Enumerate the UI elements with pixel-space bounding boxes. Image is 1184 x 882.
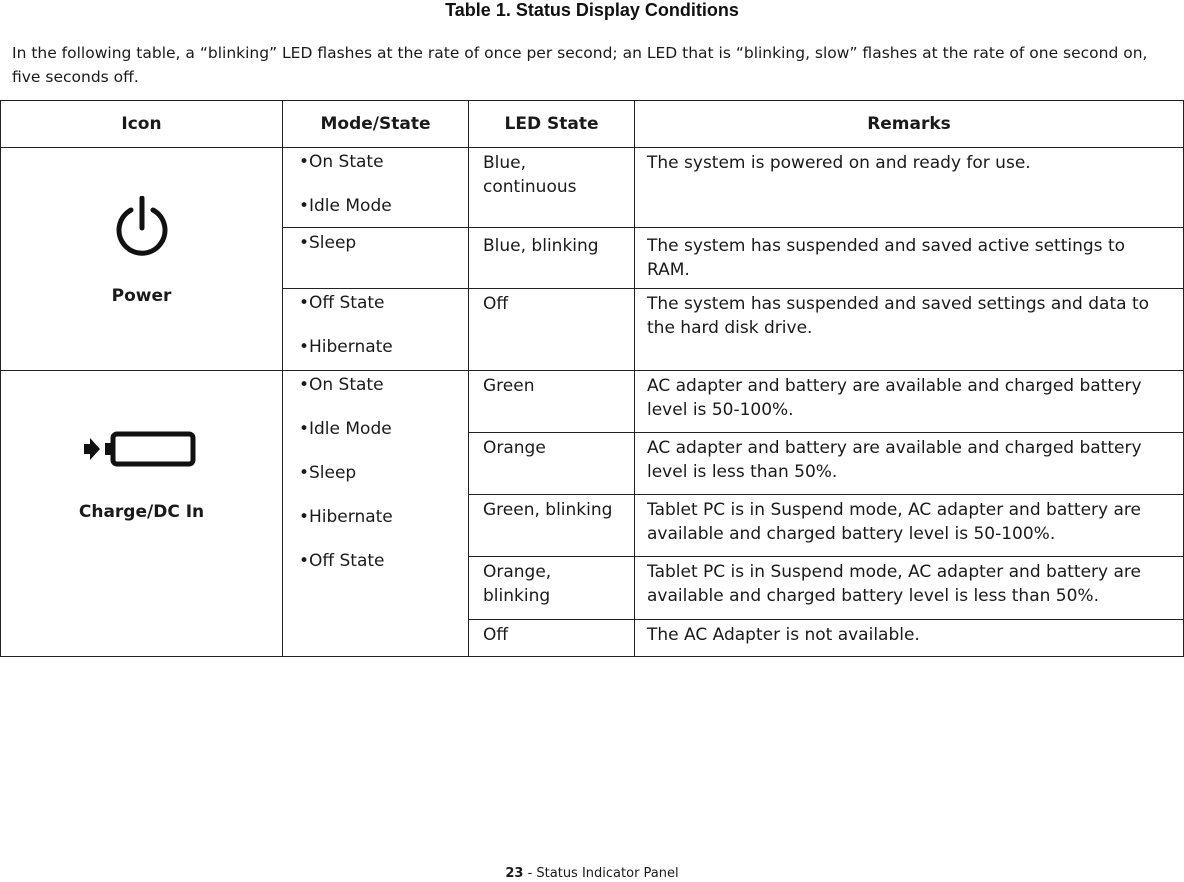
remark-cell: The AC Adapter is not available. <box>635 620 1184 657</box>
led-cell: Green <box>469 371 635 433</box>
page-number: 23 <box>505 866 524 881</box>
charge-label: Charge/DC In <box>78 502 205 522</box>
header-mode-state: Mode/State <box>283 101 469 148</box>
remark-cell: Tablet PC is in Suspend mode, AC adapter and battery are available and charged battery level is 50-100%. <box>635 495 1184 557</box>
table-row <box>1 371 1184 433</box>
led-cell: Off <box>469 289 635 371</box>
led-cell: Blue, continuous <box>469 148 635 228</box>
power-label: Power <box>111 286 172 306</box>
remark-cell: The system has suspended and saved active settings to RAM. <box>635 228 1184 289</box>
power-icon <box>112 196 172 256</box>
remark-cell: AC adapter and battery are available and charged battery level is 50-100%. <box>635 371 1184 433</box>
mode-item: • Sleep <box>309 233 468 257</box>
footer-section: - Status Indicator Panel <box>523 866 679 881</box>
mode-item: • On State <box>309 152 468 196</box>
mode-item: • Off State <box>309 551 468 595</box>
mode-item: • Hibernate <box>309 337 468 363</box>
battery-charge-icon <box>82 429 202 469</box>
header-icon: Icon <box>1 101 283 148</box>
led-cell: Off <box>469 620 635 657</box>
remark-cell: The system has suspended and saved settings and data to the hard disk drive. <box>635 289 1184 371</box>
mode-item: • On State <box>309 375 468 419</box>
remark-cell: AC adapter and battery are available and charged battery level is less than 50%. <box>635 433 1184 495</box>
mode-item: • Idle Mode <box>309 196 468 222</box>
charge-icon-cell <box>1 371 283 657</box>
table-title: Table 1. Status Display Conditions <box>445 0 739 20</box>
mode-item: • Hibernate <box>309 507 468 551</box>
status-table <box>0 100 1184 657</box>
mode-cell <box>283 148 469 228</box>
mode-cell <box>283 371 469 657</box>
intro-paragraph: In the following table, a “blinking” LED flashes at the rate of once per second; an LED that is “blinking, slow” flashes at the rate of one second on, five seconds off. <box>12 44 1148 86</box>
mode-cell <box>283 289 469 371</box>
mode-item: • Idle Mode <box>309 419 468 463</box>
mode-item: • Sleep <box>309 463 468 507</box>
page-footer <box>0 866 1184 882</box>
mode-cell <box>283 228 469 289</box>
led-cell: Blue, blinking <box>469 228 635 289</box>
remark-cell: The system is powered on and ready for use. <box>635 148 1184 228</box>
table-row <box>1 148 1184 228</box>
led-cell: Orange <box>469 433 635 495</box>
header-remarks: Remarks <box>635 101 1184 148</box>
led-cell: Orange, blinking <box>469 557 635 620</box>
mode-item: • Off State <box>309 293 468 337</box>
table-header-row <box>1 101 1184 148</box>
header-led-state: LED State <box>469 101 635 148</box>
power-icon-cell <box>1 148 283 371</box>
remark-cell: Tablet PC is in Suspend mode, AC adapter and battery are available and charged battery level is less than 50%. <box>635 557 1184 620</box>
led-cell: Green, blinking <box>469 495 635 557</box>
